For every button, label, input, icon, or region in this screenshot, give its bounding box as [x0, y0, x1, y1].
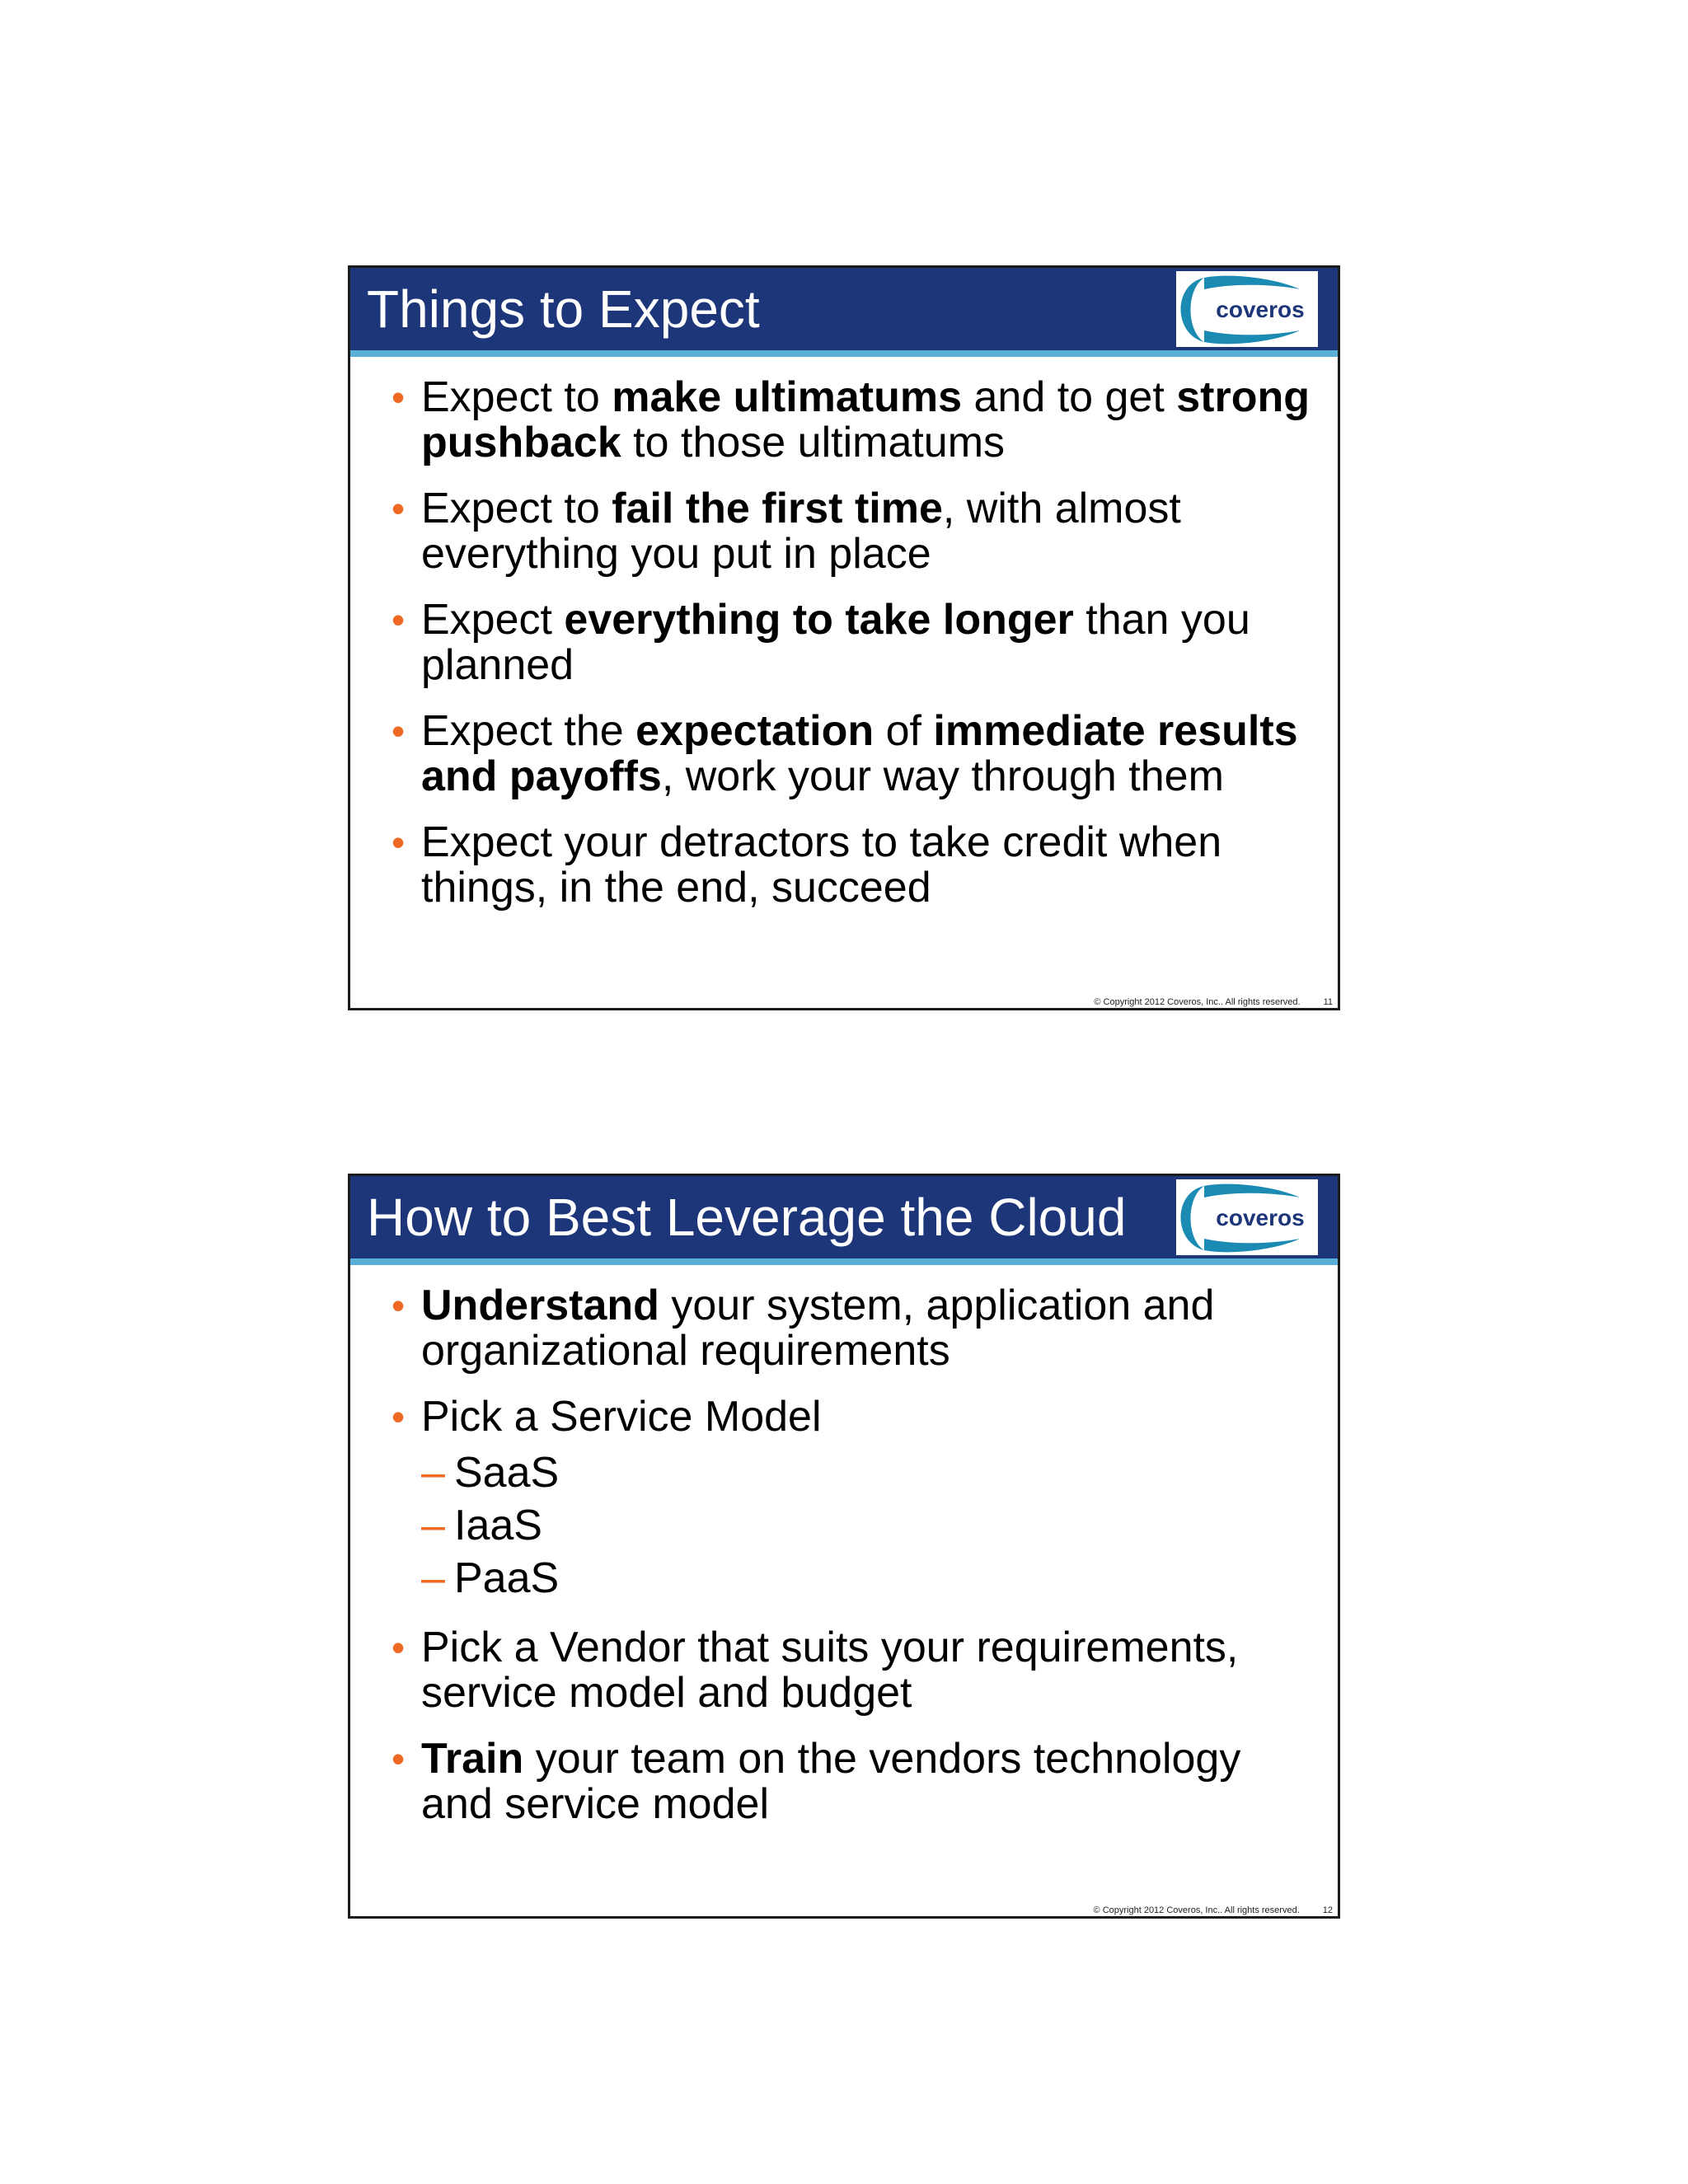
coveros-logo: [1176, 271, 1318, 347]
orange-dot-icon: •: [392, 1284, 406, 1327]
logo-text: coveros: [1216, 297, 1305, 322]
bullet-item: • Pick a Service Model – SaaS – IaaS – PaaS: [392, 1394, 1313, 1605]
sub-list: [421, 1446, 1313, 1605]
slide-footer: [1094, 1905, 1333, 1915]
dash-icon: –: [421, 1502, 445, 1549]
orange-dot-icon: •: [392, 821, 406, 864]
slide-things-to-expect: [348, 265, 1340, 1010]
slide-footer: [1094, 997, 1333, 1007]
bullet-item: • Expect to fail the first time, with almost everything you put in place: [392, 485, 1181, 578]
orange-dot-icon: •: [392, 376, 406, 419]
slide-title: How to Best Leverage the Cloud: [367, 1188, 1127, 1247]
slide-leverage-cloud: [348, 1174, 1340, 1919]
title-bar: [350, 268, 1338, 357]
slide-content: [392, 1283, 1313, 1848]
orange-dot-icon: •: [392, 710, 406, 752]
sub-item: – IaaS: [421, 1499, 1313, 1552]
title-bar: [350, 1176, 1338, 1265]
orange-dot-icon: •: [392, 1626, 406, 1669]
copyright-text: © Copyright 2012 Coveros, Inc.. All rights reserved.: [1093, 1905, 1300, 1915]
orange-dot-icon: •: [392, 1395, 406, 1438]
sub-item: – PaaS: [421, 1552, 1313, 1605]
orange-dot-icon: •: [392, 487, 406, 530]
coveros-logo: [1176, 1179, 1318, 1255]
page-number: 12: [1322, 1905, 1333, 1915]
dash-icon: –: [421, 1554, 445, 1602]
bullet-item: • Expect your detractors to take credit when things, in the end, succeed: [392, 818, 1222, 912]
bullet-item: • Pick a Vendor that suits your requirements, service model and budget: [392, 1624, 1239, 1717]
slide-title: Things to Expect: [367, 279, 760, 339]
slide-content: [392, 375, 1313, 931]
bullet-item: • Train your team on the vendors technology and service model: [392, 1735, 1241, 1828]
orange-dot-icon: •: [392, 598, 406, 641]
page-number: 11: [1323, 997, 1333, 1007]
bullet-item: • Expect everything to take longer than you planned: [392, 596, 1250, 689]
dash-icon: –: [421, 1449, 445, 1497]
bullet-item: • Expect the expectation of immediate results and payoffs, work your way through them: [392, 707, 1298, 800]
sub-item: – SaaS: [421, 1446, 1313, 1499]
bullet-item: • Understand your system, application and organizational requirements: [392, 1282, 1215, 1375]
bullet-item: • Expect to make ultimatums and to get strong pushback to those ultimatums: [392, 373, 1311, 466]
orange-dot-icon: •: [392, 1737, 406, 1780]
copyright-text: © Copyright 2012 Coveros, Inc.. All rights reserved.: [1094, 997, 1301, 1007]
bullet-list: [392, 375, 1313, 911]
bullet-list: [392, 1283, 1313, 1827]
logo-text: coveros: [1216, 1205, 1305, 1230]
